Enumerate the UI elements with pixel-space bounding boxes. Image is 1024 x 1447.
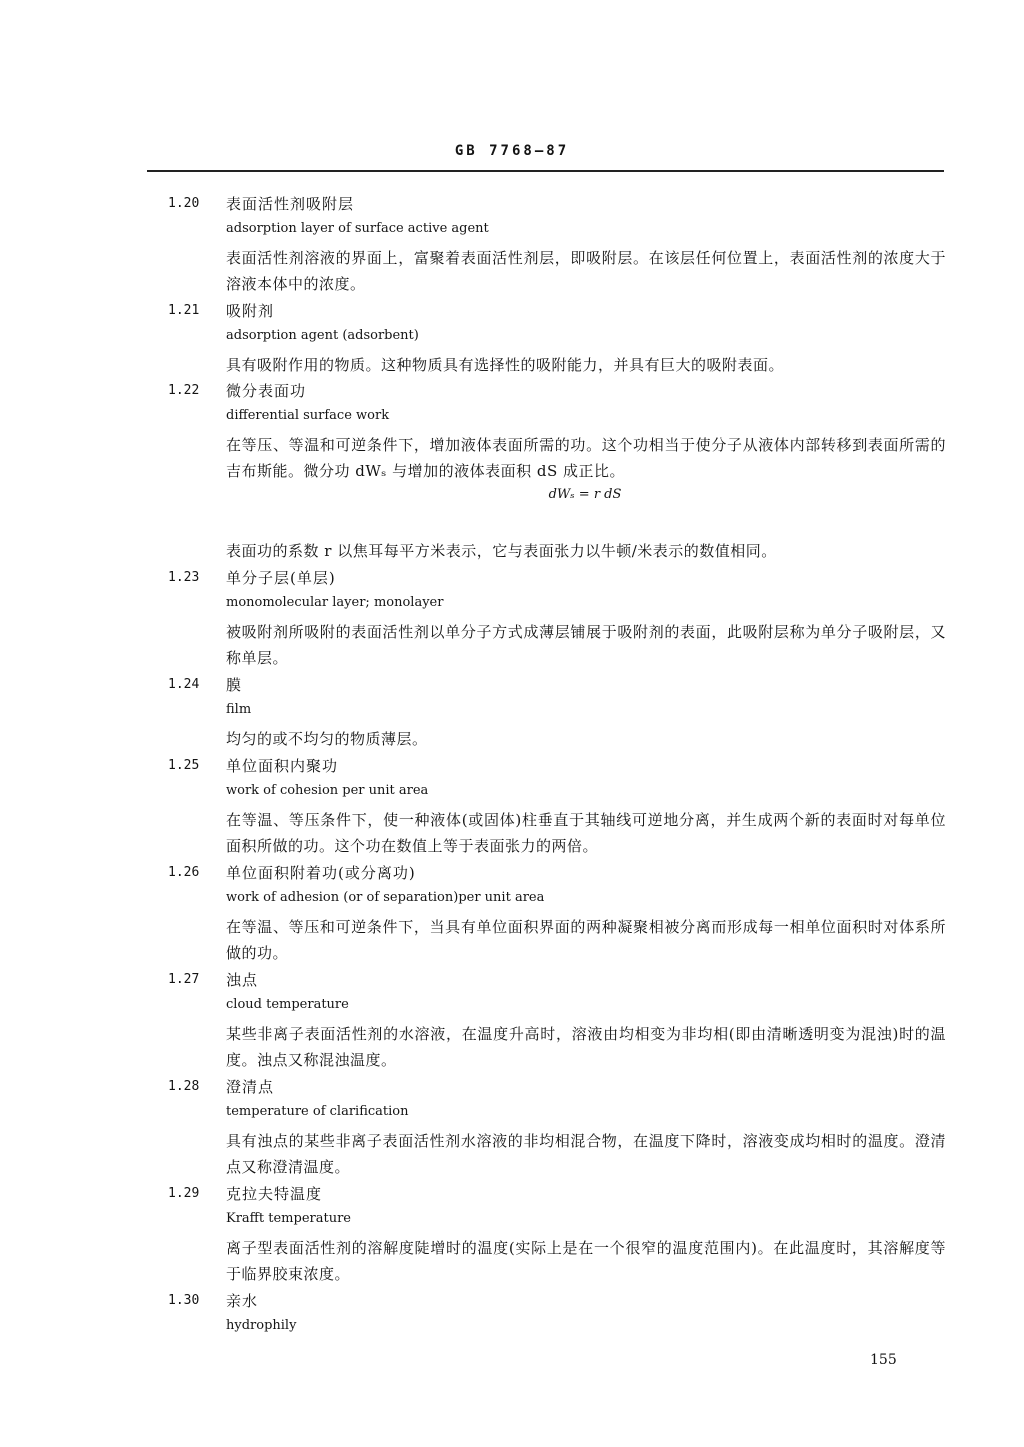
term-english: monomolecular layer; monolayer — [226, 595, 444, 610]
term-number: 1.29 — [168, 1186, 200, 1201]
term-definition: 具有吸附作用的物质。这种物质具有选择性的吸附能力，并具有巨大的吸附表面。 — [226, 356, 785, 374]
term-title: 克拉夫特温度 — [226, 1185, 323, 1203]
term-english: differential surface work — [226, 408, 390, 423]
term-number: 1.20 — [168, 196, 200, 211]
term-number: 1.23 — [168, 570, 200, 585]
term-number: 1.28 — [168, 1079, 200, 1094]
term-english: temperature of clarification — [226, 1104, 409, 1119]
term-number: 1.30 — [168, 1293, 200, 1308]
term-title: 单位面积内聚功 — [226, 757, 339, 775]
term-english: work of cohesion per unit area — [226, 783, 429, 798]
term-english: adsorption agent (adsorbent) — [226, 328, 419, 343]
term-title: 亲水 — [226, 1292, 259, 1310]
term-title: 微分表面功 — [226, 382, 307, 400]
term-definition: 均匀的或不均匀的物质薄层。 — [226, 730, 428, 748]
term-title: 单位面积附着功(或分离功) — [226, 864, 416, 882]
term-number: 1.24 — [168, 677, 200, 692]
term-english: cloud temperature — [226, 997, 349, 1012]
term-definition: 某些非离子表面活性剂的水溶液，在温度升高时，溶液由均相变为非均相(即由清晰透明变为混浊)时的温度。浊点又称混浊温度。 — [226, 1025, 946, 1069]
term-definition: 被吸附剂所吸附的表面活性剂以单分子方式成薄层铺展于吸附剂的表面，此吸附层称为单分子吸附层，又称单层。 — [226, 623, 946, 667]
term-definition: 在等压、等温和可逆条件下，增加液体表面所需的功。这个功相当于使分子从液体内部转移到表面所需的吉布斯能。微分功 dWₛ 与增加的液体表面积 dS 成正比。 — [226, 436, 946, 480]
term-english: adsorption layer of surface active agent — [226, 221, 489, 236]
term-title: 澄清点 — [226, 1078, 275, 1096]
term-number: 1.21 — [168, 303, 200, 318]
term-title: 膜 — [226, 676, 243, 694]
standard-header: GB 7768—87 — [454, 143, 570, 159]
term-title: 浊点 — [226, 971, 259, 989]
term-number: 1.27 — [168, 972, 200, 987]
term-english: hydrophily — [226, 1318, 297, 1333]
term-english: Krafft temperature — [226, 1211, 351, 1226]
term-english: film — [226, 702, 252, 717]
term-number: 1.25 — [168, 758, 200, 773]
term-definition: 离子型表面活性剂的溶解度陡增时的温度(实际上是在一个很窄的温度范围内)。在此温度时，其溶解度等于临界胶束浓度。 — [226, 1239, 946, 1283]
term-note: 表面功的系数 r 以焦耳每平方米表示，它与表面张力以牛顿/米表示的数值相同。 — [226, 542, 777, 560]
term-number: 1.22 — [168, 383, 200, 398]
term-definition: 在等温、等压和可逆条件下，当具有单位面积界面的两种凝聚相被分离而形成每一相单位面积时对体系所做的功。 — [226, 918, 946, 962]
term-definition: 具有浊点的某些非离子表面活性剂水溶液的非均相混合物，在温度下降时，溶液变成均相时的温度。澄清点又称澄清温度。 — [226, 1132, 946, 1176]
term-definition: 在等温、等压条件下，使一种液体(或固体)柱垂直于其轴线可逆地分离，并生成两个新的表面时对每单位面积所做的功。这个功在数值上等于表面张力的两倍。 — [226, 811, 946, 855]
formula: dWₛ = r dS — [548, 487, 622, 502]
term-english: work of adhesion (or of separation)per unit area — [226, 890, 545, 905]
term-number: 1.26 — [168, 865, 200, 880]
header-rule — [147, 170, 944, 172]
term-definition: 表面活性剂溶液的界面上，富聚着表面活性剂层，即吸附层。在该层任何位置上，表面活性剂的浓度大于溶液本体中的浓度。 — [226, 249, 946, 293]
term-title: 单分子层(单层) — [226, 569, 336, 587]
page-number: 155 — [870, 1352, 897, 1368]
term-title: 表面活性剂吸附层 — [226, 195, 355, 213]
term-title: 吸附剂 — [226, 302, 275, 320]
